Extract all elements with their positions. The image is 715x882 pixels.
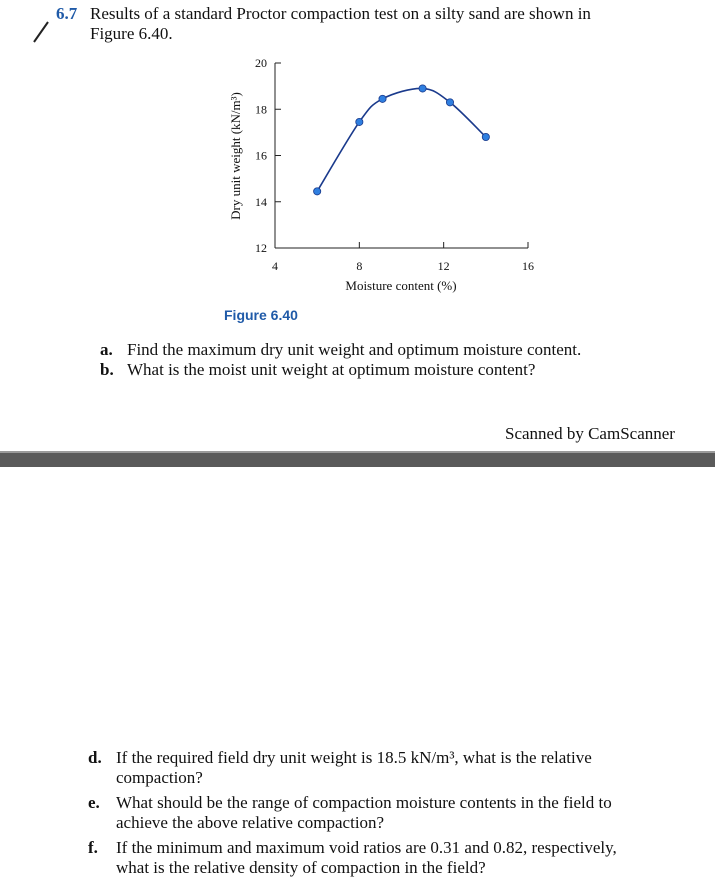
question-label: d. — [88, 748, 102, 767]
x-tick-label: 12 — [437, 259, 450, 273]
y-tick-label: 12 — [255, 241, 267, 255]
y-tick-label: 16 — [255, 148, 267, 163]
problem-text: Figure 6.40. — [90, 24, 173, 43]
question-text: If the minimum and maximum void ratios are 0.31 and 0.82, respectively, — [116, 838, 617, 857]
question-label: e. — [88, 793, 100, 812]
x-tick-label: 16 — [522, 259, 534, 273]
question-label: a. — [100, 340, 113, 359]
y-axis-label: Dry unit weight (kN/m³) — [228, 92, 243, 220]
figure-caption: Figure 6.40 — [224, 307, 298, 323]
y-tick-label: 20 — [255, 56, 267, 70]
page-divider — [0, 451, 715, 467]
question-text: Find the maximum dry unit weight and optimum moisture content. — [127, 340, 582, 359]
question-text: What should be the range of compaction moisture contents in the field to — [116, 793, 612, 812]
proctor-chart — [0, 0, 715, 300]
question-label: f. — [88, 838, 98, 857]
data-point — [482, 133, 489, 140]
data-point — [356, 118, 363, 125]
x-tick-label: 8 — [356, 259, 363, 273]
question-text: achieve the above relative compaction? — [116, 813, 385, 832]
question-text: compaction? — [116, 768, 203, 787]
y-tick-label: 18 — [255, 102, 267, 117]
scanned-by-watermark: Scanned by CamScanner — [505, 424, 675, 443]
data-point — [314, 188, 321, 195]
x-tick-label: 4 — [272, 259, 278, 273]
data-point — [419, 85, 426, 92]
x-axis-label: Moisture content (%) — [345, 278, 457, 293]
problem-number: 6.7 — [56, 4, 78, 23]
series-line — [317, 88, 486, 191]
question-label: b. — [100, 360, 114, 379]
question-text: If the required field dry unit weight is 18.5 kN/m³, what is the relative — [116, 748, 592, 767]
data-point — [446, 99, 453, 106]
question-text: What is the moist unit weight at optimum moisture content? — [127, 360, 536, 379]
y-tick-label: 14 — [255, 194, 267, 209]
problem-text: Results of a standard Proctor compaction test on a silty sand are shown in — [90, 4, 591, 23]
question-text: what is the relative density of compaction in the field? — [116, 858, 486, 877]
data-point — [379, 95, 386, 102]
